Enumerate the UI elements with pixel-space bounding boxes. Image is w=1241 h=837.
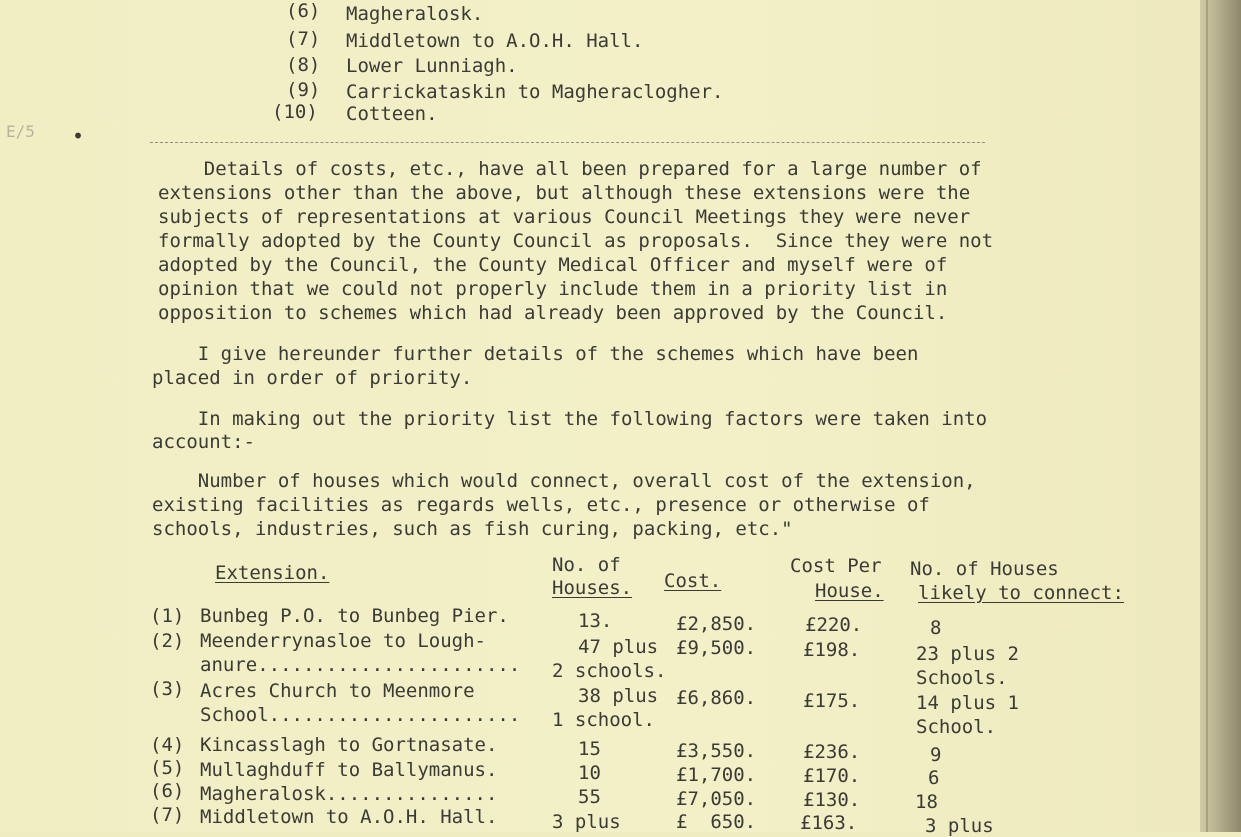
paragraph-line: extensions other than the above, but although these extensions were the	[158, 182, 971, 204]
row-cost-per-house: £220.	[805, 614, 863, 636]
row-cost: £ 650.	[676, 811, 757, 833]
row-cost: £2,850.	[676, 613, 757, 635]
row-houses: 13.	[578, 610, 613, 632]
list-item-text: Carrickataskin to Magheraclogher.	[346, 81, 724, 103]
paragraph-line: placed in order of priority.	[152, 367, 473, 389]
header-houses-line1: No. of	[552, 554, 621, 576]
paragraph-line: formally adopted by the County Council as proposals. Since they were not	[158, 230, 994, 252]
row-likely-cont: Schools.	[916, 667, 1008, 689]
row-houses-cont: 2 schools.	[552, 660, 667, 682]
header-likely-line1: No. of Houses	[910, 558, 1059, 580]
row-extension: Bunbeg P.O. to Bunbeg Pier.	[200, 605, 509, 627]
row-extension: Acres Church to Meenmore	[200, 680, 475, 702]
list-item-num: (8)	[286, 54, 321, 76]
row-cost-per-house: £236.	[803, 741, 861, 763]
margin-dot: •	[72, 124, 85, 148]
row-likely: 23 plus 2	[916, 643, 1019, 665]
header-cost: Cost.	[664, 570, 722, 592]
paragraph-line: Details of costs, etc., have all been prepared for a large number of	[158, 158, 982, 180]
row-cost-per-house: £198.	[803, 639, 861, 661]
row-likely: 14 plus 1	[916, 692, 1019, 714]
row-cost: £1,700.	[676, 764, 757, 786]
row-cost: £6,860.	[676, 687, 757, 709]
list-item-text: Lower Lunniagh.	[346, 55, 518, 77]
row-houses: 55	[578, 786, 601, 808]
list-item-num: (10)	[272, 101, 318, 123]
paragraph-line: schools, industries, such as fish curing, packing, etc."	[152, 518, 793, 540]
row-cost: £7,050.	[676, 788, 757, 810]
paragraph-line: account:-	[152, 431, 255, 453]
row-extension: Middletown to A.O.H. Hall.	[200, 806, 498, 828]
row-cost-per-house: £170.	[803, 765, 861, 787]
row-houses: 15	[578, 738, 601, 760]
row-extension-cont: School......................	[200, 704, 521, 726]
paragraph-line: existing facilities as regards wells, etc., presence or otherwise of	[152, 494, 930, 516]
row-number: (2)	[150, 630, 185, 652]
row-extension-cont: anure.......................	[200, 654, 521, 676]
row-number: (7)	[150, 804, 185, 826]
row-cost: £3,550.	[676, 740, 757, 762]
row-likely: 8	[930, 617, 942, 639]
list-item-text: Magheralosk.	[346, 3, 484, 25]
row-houses-cont: 1 school.	[552, 709, 655, 731]
row-extension: Kincasslagh to Gortnasate.	[200, 734, 498, 756]
row-houses: 3 plus	[552, 811, 621, 833]
row-number: (3)	[150, 678, 185, 700]
row-cost-per-house: £175.	[803, 690, 861, 712]
list-item-num: (7)	[286, 28, 321, 50]
paragraph-line: adopted by the Council, the County Medical Officer and myself were of	[158, 254, 948, 276]
row-houses: 47 plus	[578, 636, 659, 658]
row-number: (1)	[150, 605, 185, 627]
paragraph-line: opinion that we could not properly include them in a priority list in	[158, 278, 948, 300]
header-likely-line2: likely to connect:	[918, 582, 1124, 604]
header-houses-line2: Houses.	[552, 577, 633, 599]
row-extension: Mullaghduff to Ballymanus.	[200, 759, 498, 781]
list-item-num: (6)	[286, 0, 321, 22]
paragraph-line: Number of houses which would connect, overall cost of the extension,	[152, 470, 976, 492]
row-likely: 18	[915, 791, 938, 813]
margin-pencil-mark: E/5	[6, 122, 35, 141]
paragraph-line: In making out the priority list the following factors were taken into	[152, 408, 988, 430]
row-cost-per-house: £163.	[800, 812, 858, 834]
row-likely: 6	[928, 767, 940, 789]
row-cost-per-house: £130.	[803, 789, 861, 811]
header-cost-per-line2: House.	[815, 580, 884, 602]
row-number: (6)	[150, 780, 185, 802]
list-item-num: (9)	[286, 79, 321, 101]
paragraph-line: subjects of representations at various Council Meetings they were never	[158, 206, 971, 228]
row-extension: Meenderrynasloe to Lough-	[200, 630, 486, 652]
row-extension: Magheralosk...............	[200, 783, 498, 805]
paragraph-line: I give hereunder further details of the schemes which have been	[152, 343, 919, 365]
row-houses: 38 plus	[578, 685, 659, 707]
row-houses: 10	[578, 762, 601, 784]
list-item-text: Middletown to A.O.H. Hall.	[346, 30, 644, 52]
paragraph-line: opposition to schemes which had already been approved by the Council.	[158, 302, 948, 324]
row-number: (5)	[150, 757, 185, 779]
row-likely-cont: School.	[916, 716, 997, 738]
row-likely: 3 plus	[925, 815, 994, 837]
row-cost: £9,500.	[676, 637, 757, 659]
section-divider	[150, 142, 985, 143]
page-edge	[1200, 0, 1241, 832]
header-cost-per-line1: Cost Per	[790, 555, 882, 577]
row-number: (4)	[150, 734, 185, 756]
header-extension: Extension.	[215, 562, 330, 584]
row-likely: 9	[930, 744, 942, 766]
list-item-text: Cotteen.	[346, 103, 438, 125]
